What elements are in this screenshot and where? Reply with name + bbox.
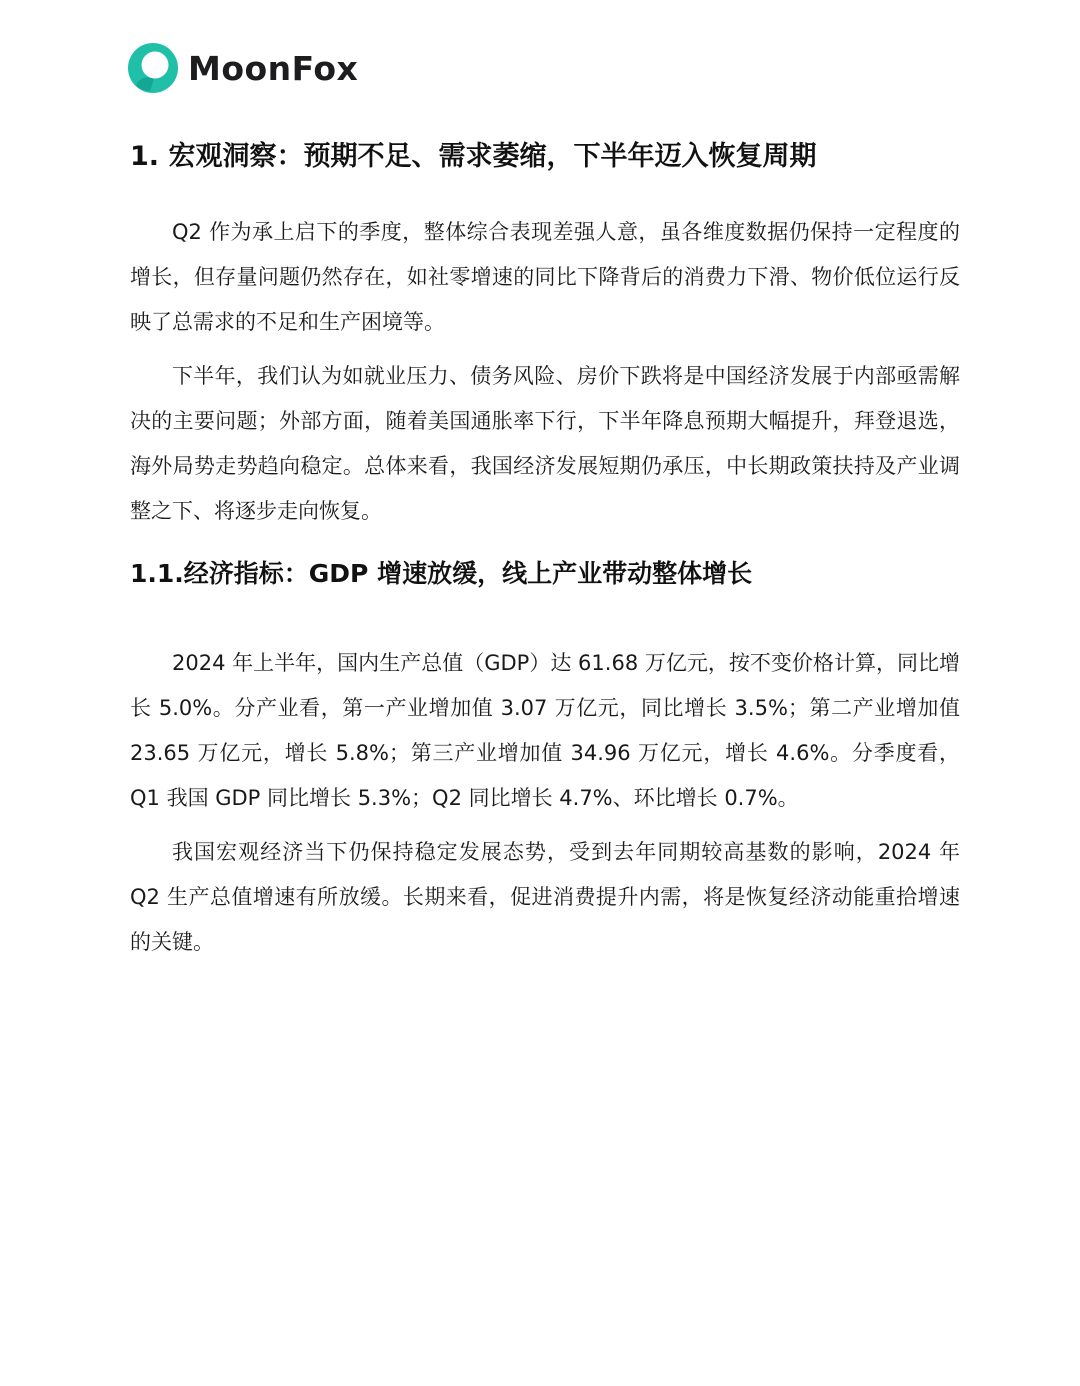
subsection-paragraph: 我国宏观经济当下仍保持稳定发展态势，受到去年同期较高基数的影响，2024 年 Q2 生产总值增速有所放缓。长期来看，促进消费提升内需，将是恢复经济动能重拾增速的关键。 bbox=[130, 840, 960, 954]
section-title: 1. 宏观洞察：预期不足、需求萎缩，下半年迈入恢复周期 bbox=[130, 141, 817, 172]
main-content bbox=[130, 134, 960, 965]
subsection-paragraph: 2024 年上半年，国内生产总值（GDP）达 61.68 万亿元，按不变价格计算，同比增长 5.0%。分产业看，第一产业增加值 3.07 万亿元，同比增长 3.5%；第二产业增加值 23.65 万亿元，增长 5.8%；第三产业增加值 34.96 万亿元，增长 4.6%。分季度看，Q1 我国 GDP 同比增长 5.3%；Q2 同比增长 4.7%、环比增长 0.7%。 bbox=[130, 651, 960, 810]
moonfox-logo-icon bbox=[126, 41, 180, 95]
section-paragraph: Q2 作为承上启下的季度，整体综合表现差强人意，虽各维度数据仍保持一定程度的增长，但存量问题仍然存在，如社零增速的同比下降背后的消费力下滑、物价低位运行反映了总需求的不足和生产困境等。 bbox=[130, 220, 960, 334]
header bbox=[126, 40, 358, 96]
subsection-title: 1.1.经济指标：GDP 增速放缓，线上产业带动整体增长 bbox=[130, 559, 753, 588]
brand-name: MoonFox bbox=[188, 48, 359, 88]
section-paragraph: 下半年，我们认为如就业压力、债务风险、房价下跌将是中国经济发展于内部亟需解决的主要问题；外部方面，随着美国通胀率下行，下半年降息预期大幅提升，拜登退选，海外局势走势趋向稳定。总体来看，我国经济发展短期仍承压，中长期政策扶持及产业调整之下、将逐步走向恢复。 bbox=[130, 364, 960, 523]
